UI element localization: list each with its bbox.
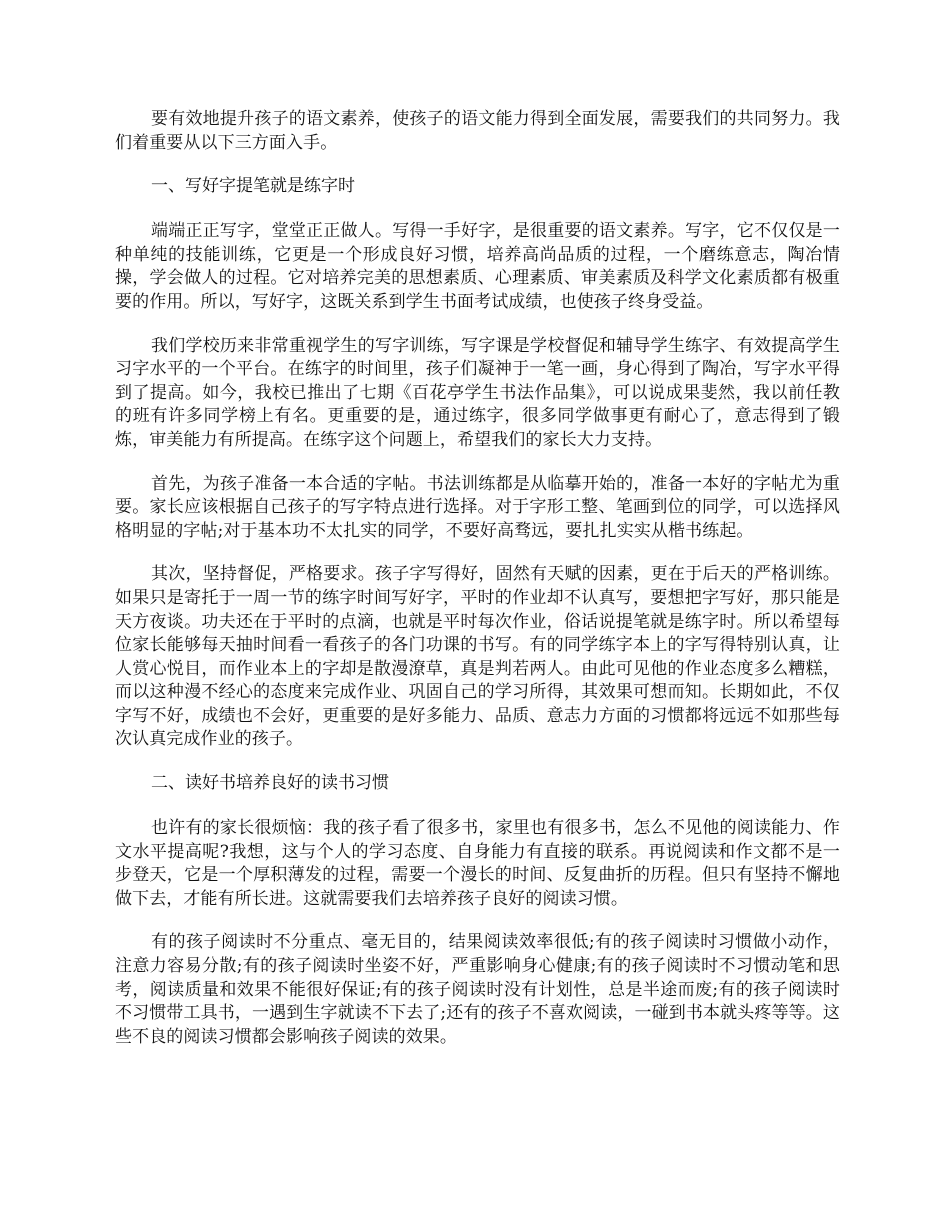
paragraph-handwriting-importance: 端端正正写字，堂堂正正做人。写得一手好字，是很重要的语文素养。写字，它不仅仅是一种单纯的技能训练，它更是一个形成良好习惯，培养高尚品质的过程，一个磨练意志，陶冶情操，学会做人的过程。它对培养完美的思想素质、心理素质、审美素质及科学文化素质都有极重要的作用。所以，写好字，这既关系到学生书面考试成绩，也使孩子终身受益。 bbox=[115, 221, 840, 312]
section-heading-handwriting: 一、写好字提笔就是练字时 bbox=[151, 176, 355, 197]
intro-paragraph: 要有效地提升孩子的语文素养，使孩子的语文能力得到全面发展，需要我们的共同努力。我们着重要从以下三方面入手。 bbox=[115, 109, 840, 153]
paragraph-school-training: 我们学校历来非常重视学生的写字训练，写字课是学校督促和辅导学生练字、有效提高学生习字水平的一个平台。在练字的时间里，孩子们凝神于一笔一画，身心得到了陶冶，写字水平得到了提高。如今，我校已推出了七期《百花亭学生书法作品集》，可以说成果斐然，我以前任教的班有许多同学榜上有名。更重要的是，通过练字，很多同学做事更有耐心了，意志得到了锻炼，审美能力有所提高。在练字这个问题上，希望我们的家长大力支持。 bbox=[115, 335, 840, 450]
paragraph-supervision: 其次，坚持督促，严格要求。孩子字写得好，固然有天赋的因素，更在于后天的严格训练。如果只是寄托于一周一节的练字时间写好字，平时的作业却不认真写，要想把字写好，那只能是天方夜谈。功夫还在于平时的点滴，也就是平时每次作业，俗话说提笔就是练字时。所以希望每位家长能够每天抽时间看一看孩子的各门功课的书写。有的同学练字本上的字写得特别认真，让人赏心悦目，而作业本上的字却是散漫潦草，真是判若两人。由此可见他的作业态度多么糟糕，而以这种漫不经心的态度来完成作业、巩固自己的学习所得，其效果可想而知。长期如此，不仅字写不好，成绩也不会好，更重要的是好多能力、品质、意志力方面的习惯都将远远不如那些每次认真完成作业的孩子。 bbox=[115, 564, 840, 750]
section-heading-reading: 二、读好书培养良好的读书习惯 bbox=[151, 773, 389, 794]
paragraph-reading-concern: 也许有的家长很烦恼：我的孩子看了很多书，家里也有很多书，怎么不见他的阅读能力、作文水平提高呢?我想，这与个人的学习态度、自身能力有直接的联系。再说阅读和作文都不是一步登天，它是一个厚积薄发的过程，需要一个漫长的时间、反复曲折的历程。但只有坚持不懈地做下去，才能有所长进。这就需要我们去培养孩子良好的阅读习惯。 bbox=[115, 818, 840, 909]
paragraph-bad-reading-habits: 有的孩子阅读时不分重点、毫无目的，结果阅读效率很低;有的孩子阅读时习惯做小动作，注意力容易分散;有的孩子阅读时坐姿不好，严重影响身心健康;有的孩子阅读时不习惯动笔和思考，阅读质量和效果不能很好保证;有的孩子阅读时没有计划性，总是半途而废;有的孩子阅读时不习惯带工具书，一遇到生字就读不下去了;还有的孩子不喜欢阅读，一碰到书本就头疼等等。这些不良的阅读习惯都会影响孩子阅读的效果。 bbox=[115, 932, 840, 1047]
paragraph-copybook: 首先，为孩子准备一本合适的字帖。书法训练都是从临摹开始的，准备一本好的字帖尤为重要。家长应该根据自己孩子的写字特点进行选择。对于字形工整、笔画到位的同学，可以选择风格明显的字帖;对于基本功不太扎实的同学，不要好高骛远，要扎扎实实从楷书练起。 bbox=[115, 473, 840, 541]
document-body bbox=[115, 108, 840, 1069]
